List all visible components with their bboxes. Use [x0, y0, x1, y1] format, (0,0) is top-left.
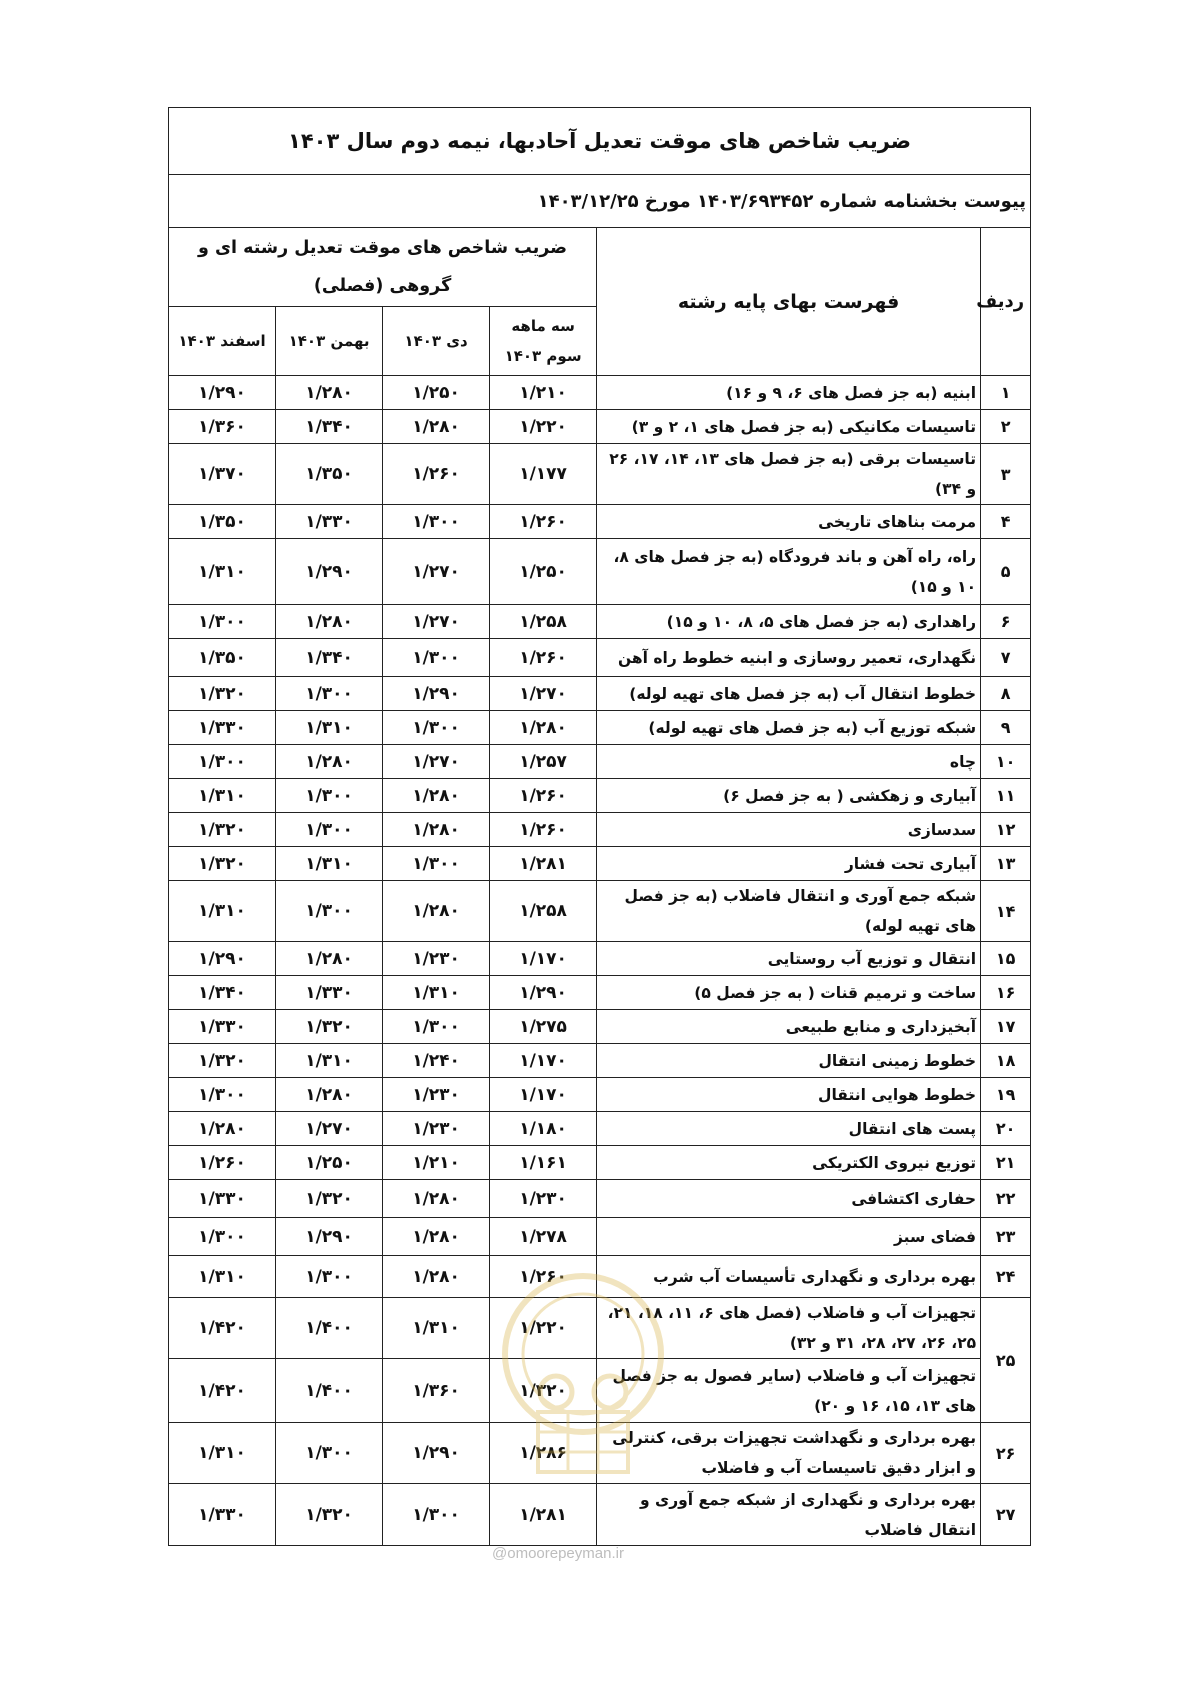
coefficient-dey-1403: ۱/۲۷۰: [383, 539, 490, 605]
row-index: ۲۰: [981, 1112, 1031, 1146]
coefficient-q3-1403: ۱/۲۲۰: [490, 410, 597, 444]
table-row: [169, 1146, 1031, 1180]
row-index: ۵: [981, 539, 1031, 605]
row-index: ۸: [981, 677, 1031, 711]
table-row: [169, 1010, 1031, 1044]
coefficient-esfand-1403: ۱/۳۳۰: [169, 1484, 276, 1546]
coefficient-bahman-1403: ۱/۲۸۰: [276, 605, 383, 639]
coefficient-bahman-1403: ۱/۳۲۰: [276, 1010, 383, 1044]
table-row: [169, 1218, 1031, 1256]
row-index: ۱۳: [981, 847, 1031, 881]
coefficient-bahman-1403: ۱/۲۸۰: [276, 745, 383, 779]
price-list-name: سدسازی: [597, 813, 981, 847]
circular-reference: پیوست بخشنامه شماره ۱۴۰۳/۶۹۳۴۵۲ مورخ ۱۴۰۳/۱۲/۲۵: [169, 175, 1031, 228]
price-list-name: خطوط زمینی انتقال: [597, 1044, 981, 1078]
coefficient-bahman-1403: ۱/۳۰۰: [276, 1423, 383, 1484]
coefficient-q3-1403: ۱/۲۳۰: [490, 1180, 597, 1218]
coefficient-dey-1403: ۱/۲۱۰: [383, 1146, 490, 1180]
header-dey-1403: دی ۱۴۰۳: [383, 307, 490, 376]
header-price-list: فهرست بهای پایه رشته: [597, 228, 981, 376]
coefficient-bahman-1403: ۱/۲۷۰: [276, 1112, 383, 1146]
price-list-name: راه، راه آهن و باند فرودگاه (به جز فصل های ۸، ۱۰ و ۱۵): [597, 539, 981, 605]
coefficient-q3-1403: ۱/۳۲۰: [490, 1359, 597, 1423]
coefficient-esfand-1403: ۱/۳۵۰: [169, 505, 276, 539]
row-index: ۱۶: [981, 976, 1031, 1010]
coefficient-q3-1403: ۱/۲۸۶: [490, 1423, 597, 1484]
coefficient-q3-1403: ۱/۲۱۰: [490, 376, 597, 410]
row-index: ۲۶: [981, 1423, 1031, 1484]
coefficient-bahman-1403: ۱/۲۸۰: [276, 942, 383, 976]
coefficient-dey-1403: ۱/۳۰۰: [383, 639, 490, 677]
price-list-name: ساخت و ترمیم قنات ( به جز فصل ۵): [597, 976, 981, 1010]
coefficient-dey-1403: ۱/۳۱۰: [383, 976, 490, 1010]
coefficient-bahman-1403: ۱/۳۰۰: [276, 779, 383, 813]
price-list-name: چاه: [597, 745, 981, 779]
row-index: ۶: [981, 605, 1031, 639]
price-list-name: آبیاری و زهکشی ( به جز فصل ۶): [597, 779, 981, 813]
coefficient-dey-1403: ۱/۲۸۰: [383, 410, 490, 444]
coefficient-dey-1403: ۱/۲۹۰: [383, 1423, 490, 1484]
price-list-name: بهره برداری و نگهداشت تجهیزات برقی، کنترلی و ابزار دقیق تاسیسات آب و فاضلاب: [597, 1423, 981, 1484]
coefficient-dey-1403: ۱/۳۰۰: [383, 1010, 490, 1044]
row-index: ۳: [981, 444, 1031, 505]
coefficient-bahman-1403: ۱/۳۴۰: [276, 410, 383, 444]
coefficient-bahman-1403: ۱/۳۱۰: [276, 847, 383, 881]
coefficient-esfand-1403: ۱/۲۶۰: [169, 1146, 276, 1180]
table-row: [169, 1484, 1031, 1546]
table-row: [169, 1423, 1031, 1484]
coefficient-q3-1403: ۱/۱۷۰: [490, 942, 597, 976]
price-list-name: نگهداری، تعمیر روسازی و ابنیه خطوط راه آهن: [597, 639, 981, 677]
coefficient-esfand-1403: ۱/۴۲۰: [169, 1359, 276, 1423]
price-list-name: فضای سبز: [597, 1218, 981, 1256]
table-row: [169, 1298, 1031, 1359]
coefficient-esfand-1403: ۱/۴۲۰: [169, 1298, 276, 1359]
coefficient-dey-1403: ۱/۲۴۰: [383, 1044, 490, 1078]
header-q3-1403: سه ماهه سوم ۱۴۰۳: [490, 307, 597, 376]
price-list-name: شبکه جمع آوری و انتقال فاضلاب (به جز فصل های تهیه لوله): [597, 881, 981, 942]
coefficient-bahman-1403: ۱/۲۸۰: [276, 1078, 383, 1112]
row-index: ۲۱: [981, 1146, 1031, 1180]
coefficient-esfand-1403: ۱/۲۸۰: [169, 1112, 276, 1146]
price-list-name: پست های انتقال: [597, 1112, 981, 1146]
coefficient-dey-1403: ۱/۲۳۰: [383, 1112, 490, 1146]
coefficient-bahman-1403: ۱/۳۰۰: [276, 813, 383, 847]
coefficient-esfand-1403: ۱/۳۵۰: [169, 639, 276, 677]
coefficient-dey-1403: ۱/۲۸۰: [383, 779, 490, 813]
coefficient-q3-1403: ۱/۲۲۰: [490, 1298, 597, 1359]
table-row: [169, 813, 1031, 847]
table-row: [169, 1359, 1031, 1423]
coefficient-dey-1403: ۱/۲۷۰: [383, 605, 490, 639]
coefficient-dey-1403: ۱/۲۳۰: [383, 1078, 490, 1112]
coefficient-bahman-1403: ۱/۲۸۰: [276, 376, 383, 410]
table-row: [169, 639, 1031, 677]
table-row: [169, 539, 1031, 605]
coefficient-q3-1403: ۱/۲۷۸: [490, 1218, 597, 1256]
coefficient-q3-1403: ۱/۲۵۸: [490, 605, 597, 639]
coefficient-q3-1403: ۱/۲۷۰: [490, 677, 597, 711]
coefficient-esfand-1403: ۱/۳۰۰: [169, 605, 276, 639]
coefficient-esfand-1403: ۱/۳۱۰: [169, 1423, 276, 1484]
table-row: [169, 410, 1031, 444]
coefficient-q3-1403: ۱/۱۷۰: [490, 1044, 597, 1078]
table-row: [169, 779, 1031, 813]
table-row: [169, 605, 1031, 639]
coefficient-esfand-1403: ۱/۳۱۰: [169, 779, 276, 813]
coefficient-q3-1403: ۱/۲۸۱: [490, 847, 597, 881]
coefficient-q3-1403: ۱/۲۷۵: [490, 1010, 597, 1044]
price-list-name: آبخیزداری و منابع طبیعی: [597, 1010, 981, 1044]
price-list-name: انتقال و توزیع آب روستایی: [597, 942, 981, 976]
coefficient-q3-1403: ۱/۲۵۸: [490, 881, 597, 942]
coefficient-esfand-1403: ۱/۳۱۰: [169, 1256, 276, 1298]
price-list-name: تاسیسات برقی (به جز فصل های ۱۳، ۱۴، ۱۷، ۲۶ و ۳۴): [597, 444, 981, 505]
table-row: [169, 745, 1031, 779]
price-list-name: بهره برداری و نگهداری از شبکه جمع آوری و انتقال فاضلاب: [597, 1484, 981, 1546]
coefficient-esfand-1403: ۱/۲۹۰: [169, 942, 276, 976]
table-row: [169, 677, 1031, 711]
coefficient-bahman-1403: ۱/۳۲۰: [276, 1180, 383, 1218]
coefficient-q3-1403: ۱/۱۶۱: [490, 1146, 597, 1180]
coefficient-bahman-1403: ۱/۳۰۰: [276, 1256, 383, 1298]
coefficient-dey-1403: ۱/۲۸۰: [383, 813, 490, 847]
row-index: ۹: [981, 711, 1031, 745]
coefficient-dey-1403: ۱/۲۸۰: [383, 1218, 490, 1256]
coefficient-dey-1403: ۱/۲۹۰: [383, 677, 490, 711]
coefficient-q3-1403: ۱/۲۸۱: [490, 1484, 597, 1546]
table-row: [169, 444, 1031, 505]
coefficient-bahman-1403: ۱/۴۰۰: [276, 1359, 383, 1423]
coefficient-bahman-1403: ۱/۳۱۰: [276, 1044, 383, 1078]
coefficient-dey-1403: ۱/۲۷۰: [383, 745, 490, 779]
coefficient-dey-1403: ۱/۳۰۰: [383, 1484, 490, 1546]
coefficient-esfand-1403: ۱/۳۲۰: [169, 1044, 276, 1078]
row-index: ۲: [981, 410, 1031, 444]
coefficient-bahman-1403: ۱/۲۵۰: [276, 1146, 383, 1180]
table-row: [169, 1180, 1031, 1218]
coefficient-bahman-1403: ۱/۳۵۰: [276, 444, 383, 505]
row-index: ۲۵: [981, 1298, 1031, 1423]
coefficient-esfand-1403: ۱/۳۲۰: [169, 813, 276, 847]
coefficient-dey-1403: ۱/۲۶۰: [383, 444, 490, 505]
coefficient-bahman-1403: ۱/۳۰۰: [276, 677, 383, 711]
coefficient-bahman-1403: ۱/۳۰۰: [276, 881, 383, 942]
header-bahman-1403: بهمن ۱۴۰۳: [276, 307, 383, 376]
coefficient-q3-1403: ۱/۲۸۰: [490, 711, 597, 745]
row-index: ۱۸: [981, 1044, 1031, 1078]
price-list-name: تجهیزات آب و فاضلاب (فصل های ۶، ۱۱، ۱۸، ۲۱، ۲۵، ۲۶، ۲۷، ۲۸، ۳۱ و ۳۲): [597, 1298, 981, 1359]
row-index: ۲۴: [981, 1256, 1031, 1298]
coefficient-esfand-1403: ۱/۲۹۰: [169, 376, 276, 410]
price-list-name: بهره برداری و نگهداری تأسیسات آب شرب: [597, 1256, 981, 1298]
coefficient-q3-1403: ۱/۲۶۰: [490, 639, 597, 677]
coefficient-bahman-1403: ۱/۳۲۰: [276, 1484, 383, 1546]
table-row: [169, 881, 1031, 942]
coefficient-table: [168, 107, 1031, 1546]
table-row: [169, 505, 1031, 539]
coefficient-dey-1403: ۱/۲۸۰: [383, 1256, 490, 1298]
coefficient-dey-1403: ۱/۳۰۰: [383, 505, 490, 539]
row-index: ۴: [981, 505, 1031, 539]
coefficient-esfand-1403: ۱/۳۴۰: [169, 976, 276, 1010]
coefficient-esfand-1403: ۱/۳۶۰: [169, 410, 276, 444]
table-row: [169, 376, 1031, 410]
row-index: ۲۷: [981, 1484, 1031, 1546]
header-row-index: ردیف: [981, 228, 1031, 376]
row-index: ۱۰: [981, 745, 1031, 779]
coefficient-dey-1403: ۱/۲۸۰: [383, 881, 490, 942]
coefficient-esfand-1403: ۱/۳۲۰: [169, 677, 276, 711]
header-coefficient-group: ضریب شاخص های موقت تعدیل رشته ای و گروهی (فصلی): [169, 228, 597, 307]
coefficient-q3-1403: ۱/۲۹۰: [490, 976, 597, 1010]
coefficient-bahman-1403: ۱/۳۳۰: [276, 505, 383, 539]
coefficient-dey-1403: ۱/۲۸۰: [383, 1180, 490, 1218]
price-list-name: آبیاری تحت فشار: [597, 847, 981, 881]
row-index: ۲۲: [981, 1180, 1031, 1218]
coefficient-dey-1403: ۱/۲۳۰: [383, 942, 490, 976]
table-row: [169, 1044, 1031, 1078]
coefficient-sheet: [168, 107, 1030, 1546]
coefficient-bahman-1403: ۱/۳۱۰: [276, 711, 383, 745]
coefficient-esfand-1403: ۱/۳۰۰: [169, 1218, 276, 1256]
price-list-name: تجهیزات آب و فاضلاب (سایر فصول به جز فصل های ۱۳، ۱۵، ۱۶ و ۲۰): [597, 1359, 981, 1423]
coefficient-bahman-1403: ۱/۴۰۰: [276, 1298, 383, 1359]
table-row: [169, 942, 1031, 976]
price-list-name: ابنیه (به جز فصل های ۶، ۹ و ۱۶): [597, 376, 981, 410]
table-row: [169, 847, 1031, 881]
coefficient-q3-1403: ۱/۲۵۷: [490, 745, 597, 779]
coefficient-esfand-1403: ۱/۳۱۰: [169, 539, 276, 605]
price-list-name: حفاری اکتشافی: [597, 1180, 981, 1218]
coefficient-dey-1403: ۱/۳۶۰: [383, 1359, 490, 1423]
row-index: ۱۲: [981, 813, 1031, 847]
row-index: ۱۷: [981, 1010, 1031, 1044]
coefficient-dey-1403: ۱/۳۰۰: [383, 847, 490, 881]
coefficient-bahman-1403: ۱/۲۹۰: [276, 539, 383, 605]
coefficient-dey-1403: ۱/۳۰۰: [383, 711, 490, 745]
coefficient-q3-1403: ۱/۱۷۷: [490, 444, 597, 505]
price-list-name: توزیع نیروی الکتریکی: [597, 1146, 981, 1180]
table-row: [169, 1256, 1031, 1298]
coefficient-q3-1403: ۱/۲۶۰: [490, 813, 597, 847]
table-row: [169, 1112, 1031, 1146]
price-list-name: شبکه توزیع آب (به جز فصل های تهیه لوله): [597, 711, 981, 745]
coefficient-esfand-1403: ۱/۳۰۰: [169, 1078, 276, 1112]
table-row: [169, 976, 1031, 1010]
table-row: [169, 1078, 1031, 1112]
coefficient-bahman-1403: ۱/۳۴۰: [276, 639, 383, 677]
coefficient-esfand-1403: ۱/۳۳۰: [169, 1180, 276, 1218]
coefficient-esfand-1403: ۱/۳۳۰: [169, 1010, 276, 1044]
price-list-name: خطوط انتقال آب (به جز فصل های تهیه لوله): [597, 677, 981, 711]
coefficient-q3-1403: ۱/۲۵۰: [490, 539, 597, 605]
row-index: ۱۱: [981, 779, 1031, 813]
coefficient-esfand-1403: ۱/۳۲۰: [169, 847, 276, 881]
table-row: [169, 711, 1031, 745]
row-index: ۷: [981, 639, 1031, 677]
coefficient-bahman-1403: ۱/۳۳۰: [276, 976, 383, 1010]
coefficient-esfand-1403: ۱/۳۳۰: [169, 711, 276, 745]
coefficient-q3-1403: ۱/۱۷۰: [490, 1078, 597, 1112]
coefficient-q3-1403: ۱/۱۸۰: [490, 1112, 597, 1146]
watermark-text: @omoorepeyman.ir: [492, 1545, 624, 1562]
coefficient-q3-1403: ۱/۲۶۰: [490, 505, 597, 539]
price-list-name: تاسیسات مکانیکی (به جز فصل های ۱، ۲ و ۳): [597, 410, 981, 444]
price-list-name: راهداری (به جز فصل های ۵، ۸، ۱۰ و ۱۵): [597, 605, 981, 639]
page-title: ضریب شاخص های موقت تعدیل آحادبها، نیمه دوم سال ۱۴۰۳: [169, 108, 1031, 175]
coefficient-esfand-1403: ۱/۳۱۰: [169, 881, 276, 942]
coefficient-esfand-1403: ۱/۳۷۰: [169, 444, 276, 505]
coefficient-dey-1403: ۱/۲۵۰: [383, 376, 490, 410]
coefficient-esfand-1403: ۱/۳۰۰: [169, 745, 276, 779]
coefficient-bahman-1403: ۱/۲۹۰: [276, 1218, 383, 1256]
row-index: ۱۹: [981, 1078, 1031, 1112]
row-index: ۱۴: [981, 881, 1031, 942]
coefficient-dey-1403: ۱/۳۱۰: [383, 1298, 490, 1359]
row-index: ۲۳: [981, 1218, 1031, 1256]
header-esfand-1403: اسفند ۱۴۰۳: [169, 307, 276, 376]
price-list-name: خطوط هوایی انتقال: [597, 1078, 981, 1112]
row-index: ۱: [981, 376, 1031, 410]
coefficient-q3-1403: ۱/۲۶۰: [490, 779, 597, 813]
coefficient-q3-1403: ۱/۲۶۰: [490, 1256, 597, 1298]
price-list-name: مرمت بناهای تاریخی: [597, 505, 981, 539]
row-index: ۱۵: [981, 942, 1031, 976]
